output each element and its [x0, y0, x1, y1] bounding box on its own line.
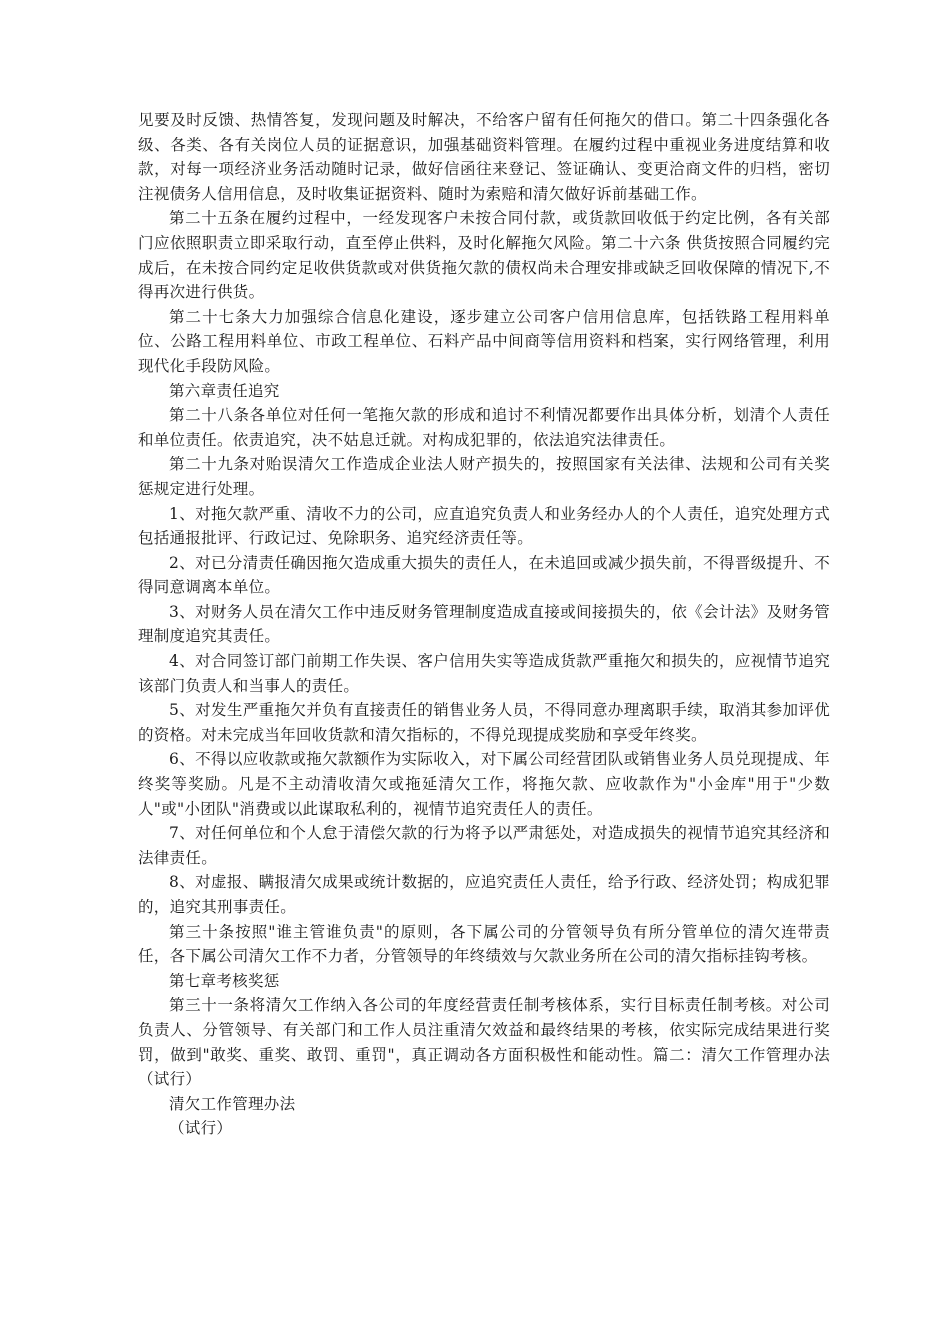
paragraph-continued: 见要及时反馈、热情答复，发现问题及时解决，不给客户留有任何拖欠的借口。第二十四条强化各级、各类、各有关岗位人员的证据意识，加强基础资料管理。在履约过程中重视业务进度结算和收款，对每一项经济业务活动随时记录，做好信函往来登记、签证确认、变更洽商文件的归档，密切注视债务人信用信息，及时收集证据资料、随时为索赔和清欠做好诉前基础工作。 — [138, 111, 830, 203]
document-page — [138, 108, 830, 1141]
item-4: 4、对合同签订部门前期工作失误、客户信用失实等造成货款严重拖欠和损失的，应视情节追究该部门负责人和当事人的责任。 — [138, 652, 830, 695]
article-29: 第二十九条对贻误清欠工作造成企业法人财产损失的，按照国家有关法律、法规和公司有关奖惩规定进行处理。 — [138, 455, 830, 498]
item-3: 3、对财务人员在清欠工作中违反财务管理制度造成直接或间接损失的，依《会计法》及财务管理制度追究其责任。 — [138, 602, 830, 646]
article-25: 第二十五条在履约过程中，一经发现客户未按合同付款，或货款回收低于约定比例，各有关部门应依照职责立即采取行动，直至停止供料，及时化解拖欠风险。第二十六条 供货按照合同履约完成后，在未按合同约定足收供货款或对供货拖欠款的债权尚未合理安排或缺乏回收保障的情况下,不得再次进行供货。 — [138, 209, 830, 302]
chapter-7-heading: 第七章考核奖惩 — [169, 971, 280, 990]
item-7: 7、对任何单位和个人怠于清偿欠款的行为将予以严肃惩处，对造成损失的视情节追究其经济和法律责任。 — [138, 824, 830, 867]
item-5: 5、对发生严重拖欠并负有直接责任的销售业务人员，不得同意办理离职手续，取消其参加评优的资格。对未完成当年回收货款和清欠指标的，不得兑现提成奖励和享受年终奖。 — [138, 701, 830, 744]
article-28: 第二十八条各单位对任何一笔拖欠款的形成和追讨不利情况都要作出具体分析，划清个人责任和单位责任。依责追究，决不姑息迁就。对构成犯罪的，依法追究法律责任。 — [138, 406, 830, 449]
article-31: 第三十一条将清欠工作纳入各公司的年度经营责任制考核体系，实行目标责任制考核。对公司负责人、分管领导、有关部门和工作人员注重清欠效益和最终结果的考核，依实际完成结果进行奖罚，做到"敢奖、重奖、敢罚、重罚"，真正调动各方面积极性和能动性。篇二：清欠工作管理办法（试行） — [138, 996, 830, 1089]
item-6: 6、不得以应收款或拖欠款额作为实际收入，对下属公司经营团队或销售业务人员兑现提成、年终奖等奖励。凡是不主动清收清欠或拖延清欠工作，将拖欠款、应收款作为"小金库"用于"少数人"或"小团队"消费或以此谋取私利的，视情节追究责任人的责任。 — [138, 750, 830, 818]
item-2: 2、对已分清责任确因拖欠造成重大损失的责任人，在未追回或减少损失前，不得晋级提升、不得同意调离本单位。 — [138, 553, 830, 597]
article-27: 第二十七条大力加强综合信息化建设，逐步建立公司客户信用信息库，包括铁路工程用料单位、公路工程用料单位、市政工程单位、石料产品中间商等信用资料和档案，实行网络管理，利用现代化手段防风险。 — [138, 307, 830, 375]
item-1: 1、对拖欠款严重、清收不力的公司，应直追究负责人和业务经办人的个人责任，追究处理方式包括通报批评、行政记过、免除职务、追究经济责任等。 — [138, 504, 830, 548]
chapter-6-heading: 第六章责任追究 — [169, 381, 280, 400]
item-8: 8、对虚报、瞒报清欠成果或统计数据的，应追究责任人责任，给予行政、经济处罚；构成犯罪的，追究其刑事责任。 — [138, 873, 830, 916]
article-30: 第三十条按照"谁主管谁负责"的原则，各下属公司的分管领导负有所分管单位的清欠连带责任，各下属公司清欠工作不力者，分管领导的年终绩效与欠款业务所在公司的清欠指标挂钩考核。 — [138, 922, 830, 966]
document-subtitle: （试行） — [169, 1119, 233, 1138]
document-title: 清欠工作管理办法 — [169, 1094, 296, 1113]
